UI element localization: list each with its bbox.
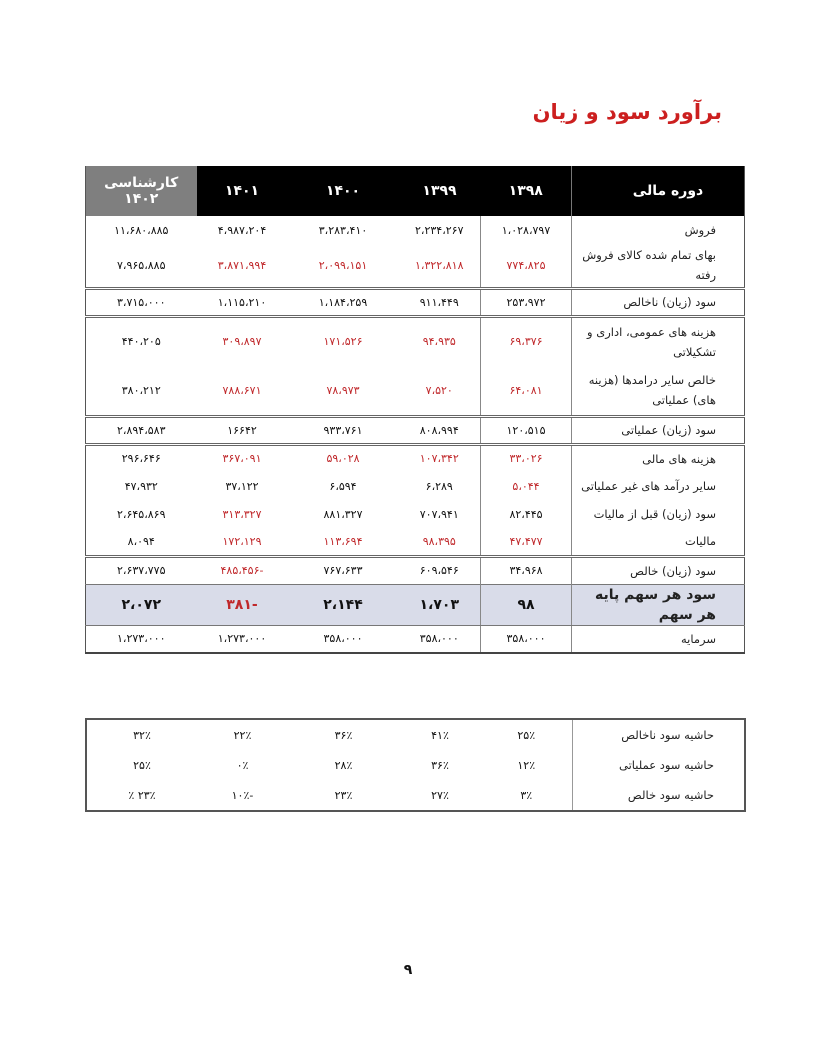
year-header: ۱۴۰۰: [288, 166, 399, 216]
value-cell: ۳۰۹،۸۹۷: [197, 316, 288, 366]
row-label: سرمایه: [572, 625, 745, 653]
ratio-value-cell: ۲۲٪: [233, 728, 252, 742]
value-cell: ۳،۲۸۳،۴۱۰: [318, 223, 368, 237]
value-cell: ۸۰۸،۹۹۴: [399, 416, 481, 444]
value-cell: ۱۲۰،۵۱۵: [481, 416, 572, 444]
row-label: سود (زیان) خالص: [572, 556, 745, 584]
value-cell: ۱،۳۲۲،۸۱۸: [415, 258, 464, 272]
ratio-value-cell: ۴۱٪: [431, 728, 449, 742]
value-cell: ۹۱۱،۴۴۹: [399, 288, 481, 316]
ratio-value-cell: ۱۲٪: [517, 758, 536, 772]
value-cell: ۳۷،۱۲۲: [225, 479, 259, 493]
income-statement-table: [85, 166, 745, 654]
value-cell: ۴۷،۴۷۷: [481, 528, 572, 556]
value-cell: ۵۹،۰۲۸: [288, 444, 399, 472]
year-header: ۱۴۰۱: [197, 166, 288, 216]
ratio-label: حاشیه سود ناخالص: [572, 719, 745, 750]
margin-ratios-table: [85, 718, 746, 812]
value-cell: ۲،۰۷۲: [86, 584, 197, 625]
table-row: [86, 780, 745, 811]
table-row: [86, 244, 745, 288]
value-cell: ۳،۷۱۵،۰۰۰: [86, 288, 197, 316]
ratio-value-cell: -۱۰٪: [231, 788, 254, 802]
value-cell: ۱،۱۱۵،۲۱۰: [197, 288, 288, 316]
table-row: [86, 500, 745, 528]
value-cell: ۶۴،۰۸۱: [481, 366, 572, 416]
value-cell: ۶۰۹،۵۴۶: [399, 556, 481, 584]
value-cell: ۴،۹۸۷،۲۰۴: [217, 223, 267, 237]
ratio-value-cell: ۲۸٪: [334, 758, 353, 772]
row-label: سود (زیان) ناخالص: [572, 288, 745, 316]
value-cell: ۲،۸۹۴،۵۸۳: [86, 416, 197, 444]
value-cell: ۶،۲۸۹: [425, 479, 453, 493]
value-cell: ۳۶۷،۰۹۱: [197, 444, 288, 472]
value-cell: ۳،۸۷۱،۹۹۴: [217, 258, 267, 272]
ratio-label: حاشیه سود عملیاتی: [572, 750, 745, 780]
value-cell: -۴۸۵،۴۵۶: [197, 556, 288, 584]
value-cell: ۹۸: [481, 584, 572, 625]
row-label: هزینه های مالی: [572, 444, 745, 472]
row-label: فروش: [572, 216, 745, 244]
ratio-value-cell: ۲۵٪: [133, 758, 151, 772]
value-cell: ۱۷۱،۵۲۶: [288, 316, 399, 366]
table-row: [86, 584, 745, 625]
row-label: هزینه های عمومی، اداری و تشکیلاتی: [572, 316, 745, 366]
value-cell: ۳۵۸،۰۰۰: [323, 632, 363, 646]
value-cell: ۱،۲۷۳،۰۰۰: [217, 632, 267, 646]
value-cell: ۲،۲۳۴،۲۶۷: [415, 223, 464, 237]
page-title: برآورد سود و زیان: [532, 100, 722, 124]
row-label: سود هر سهم پایه هر سهم: [572, 584, 745, 625]
value-cell: ۲،۰۹۹،۱۵۱: [318, 258, 368, 272]
value-cell: ۳۸۰،۲۱۲: [121, 383, 161, 397]
ratio-value-cell: ۰٪: [236, 758, 249, 772]
value-cell: ۶،۵۹۴: [329, 479, 357, 493]
row-label: سود (زیان) قبل از مالیات: [572, 500, 745, 528]
value-cell: ۱،۷۰۳: [399, 584, 481, 625]
page-number: ۹: [403, 962, 413, 978]
table-row: [86, 416, 745, 444]
table-row: [86, 288, 745, 316]
value-cell: ۶۹،۳۷۶: [481, 316, 572, 366]
value-cell: ۲،۶۳۷،۷۷۵: [86, 556, 197, 584]
table-row: [86, 216, 745, 244]
ratio-value-cell: ۳۶٪: [431, 758, 449, 772]
value-cell: ۱،۱۸۴،۲۵۹: [288, 288, 399, 316]
value-cell: ۱،۰۲۸،۷۹۷: [481, 216, 572, 244]
table-row: [86, 750, 745, 780]
value-cell: ۹۴،۹۳۵: [399, 316, 481, 366]
value-cell: ۴۴۰،۲۰۵: [86, 316, 197, 366]
value-cell: -۳۸۱: [197, 584, 288, 625]
table-row: [86, 625, 745, 653]
ratio-value-cell: ۲۵٪: [517, 728, 536, 742]
value-cell: ۳۵۸،۰۰۰: [419, 632, 459, 646]
row-label: خالص سایر درامدها (هزینه های) عملیاتی: [572, 366, 745, 416]
table-header-row: [86, 166, 745, 216]
ratio-value-cell: ۲۳٪ ٪: [128, 788, 156, 802]
value-cell: ۱۰۷،۳۴۲: [399, 444, 481, 472]
value-cell: ۳۵۸،۰۰۰: [481, 625, 572, 653]
value-cell: ۲۹۶،۶۴۶: [86, 444, 197, 472]
table-row: [86, 444, 745, 472]
ratio-value-cell: ۲۳٪: [334, 788, 353, 802]
row-label: سود (زیان) عملیاتی: [572, 416, 745, 444]
value-cell: ۷۸،۹۷۳: [326, 383, 360, 397]
value-cell: ۴۷،۹۳۲: [124, 479, 158, 493]
table-row: [86, 472, 745, 500]
period-header: دوره مالی: [572, 166, 745, 216]
table-row: [86, 366, 745, 416]
value-cell: ۵،۰۴۴: [481, 472, 572, 500]
value-cell: ۷۶۷،۶۳۳: [288, 556, 399, 584]
value-cell: ۱۱۳،۶۹۴: [323, 534, 363, 548]
table-row: [86, 316, 745, 366]
value-cell: ۳۱۳،۳۲۷: [222, 507, 262, 521]
value-cell: ۷،۹۶۵،۸۸۵: [117, 258, 166, 272]
table-row: [86, 556, 745, 584]
ratio-value-cell: ۳۶٪: [334, 728, 353, 742]
row-label: مالیات: [572, 528, 745, 556]
ratio-value-cell: ۲۷٪: [431, 788, 449, 802]
value-cell: ۹۳۳،۷۶۱: [288, 416, 399, 444]
table-row: [86, 528, 745, 556]
value-cell: ۱۱،۶۸۰،۸۸۵: [114, 223, 169, 237]
value-cell: ۹۸،۳۹۵: [422, 534, 456, 548]
row-label: سایر درآمد های غیر عملیاتی: [572, 472, 745, 500]
ratio-label: حاشیه سود خالص: [572, 780, 745, 811]
value-cell: ۸۸۱،۳۲۷: [323, 507, 363, 521]
value-cell: ۲۵۳،۹۷۲: [481, 288, 572, 316]
value-cell: ۸۲،۴۴۵: [481, 500, 572, 528]
ratio-value-cell: ۳٪: [520, 788, 533, 802]
estimate-header: کارشناسی ۱۴۰۲: [86, 166, 197, 216]
year-header: ۱۳۹۸: [481, 166, 572, 216]
value-cell: ۱۷۲،۱۲۹: [222, 534, 262, 548]
row-label: بهای تمام شده کالای فروش رفته: [572, 244, 745, 288]
table-row: [86, 719, 745, 750]
value-cell: ۷۰۷،۹۴۱: [419, 507, 459, 521]
value-cell: ۳۳،۰۲۶: [481, 444, 572, 472]
value-cell: ۸،۰۹۴: [127, 534, 155, 548]
value-cell: ۱،۲۷۳،۰۰۰: [117, 632, 166, 646]
value-cell: ۷۷۴،۸۲۵: [481, 244, 572, 288]
value-cell: ۲،۱۴۴: [288, 584, 399, 625]
value-cell: ۲،۶۴۵،۸۶۹: [117, 507, 166, 521]
ratio-value-cell: ۳۲٪: [133, 728, 151, 742]
value-cell: ۷۸۸،۶۷۱: [222, 383, 262, 397]
value-cell: ۳۴،۹۶۸: [481, 556, 572, 584]
value-cell: ۷،۵۲۰: [425, 383, 453, 397]
year-header: ۱۳۹۹: [399, 166, 481, 216]
value-cell: ۱۶۶۴۲: [197, 416, 288, 444]
